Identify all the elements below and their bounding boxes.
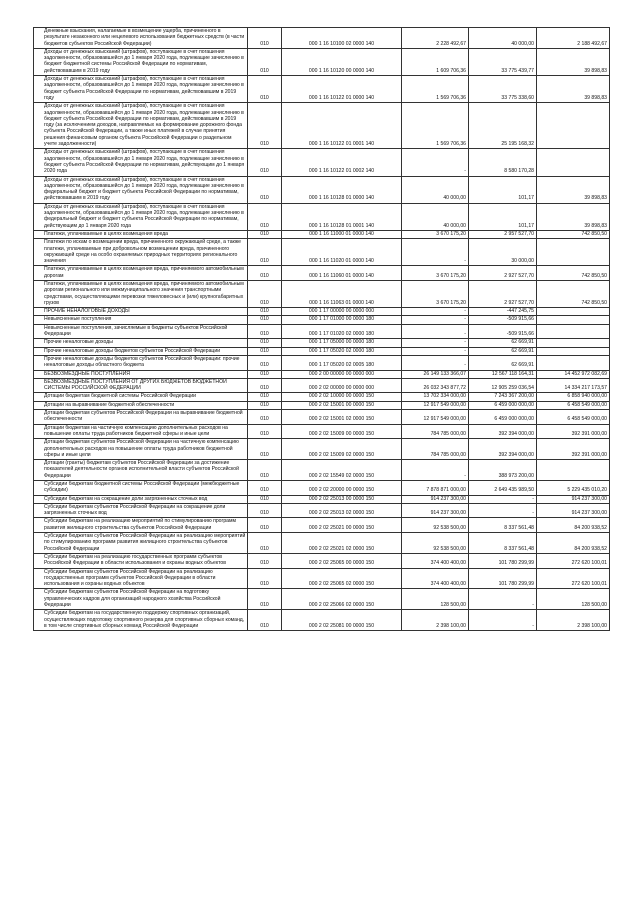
row-name-cell: Дотации бюджетам бюджетной системы Российской Федерации — [34, 393, 248, 401]
table-row — [34, 316, 610, 324]
row-unexecuted-amount-cell: 14 452 972 082,69 — [537, 370, 610, 378]
row-name-cell: Субсидии бюджетам бюджетной системы Российской Федерации (межбюджетные субсидии) — [34, 481, 248, 496]
row-executed-amount-cell: -509 915,66 — [469, 324, 537, 339]
row-executed-amount-cell: 62 669,91 — [469, 347, 537, 355]
row-approved-amount-cell: 12 917 549 000,00 — [402, 410, 469, 425]
table-row — [34, 518, 610, 533]
table-row — [34, 370, 610, 378]
row-approved-amount-cell: - — [402, 308, 469, 316]
row-unexecuted-amount-cell: 914 237 300,00 — [537, 495, 610, 503]
row-executed-amount-cell: 40 000,00 — [469, 28, 537, 49]
row-approved-amount-cell: - — [402, 239, 469, 266]
row-unexecuted-amount-cell: 6 858 940 000,00 — [537, 393, 610, 401]
row-line-code-cell: 010 — [248, 48, 282, 75]
row-name-cell: Денежные взыскания, налагаемые в возмещение ущерба, причиненного в результате незаконного или нецелевого использования бюджетных средств (в части бюджетов субъектов Российской Федерации) — [34, 28, 248, 49]
row-name-cell: Платежи, уплачиваемые в целях возмещения вреда, причиняемого автомобильным дорогам регионального или межмуниципального значения транспортными средствами, осуществляющими перевозки тяжеловесных и (или) крупногабаритных грузов — [34, 280, 248, 307]
row-approved-amount-cell: 1 569 706,36 — [402, 76, 469, 103]
row-name-cell: Доходы от денежных взысканий (штрафов), поступающие в счет погашения задолженности, образовавшейся до 1 января 2020 года, подлежащие зачислению в федеральный бюджет и бюджет субъекта Российской Федерации по нормативам, действовавшим в 2019 году — [34, 176, 248, 203]
row-unexecuted-amount-cell: 39 898,83 — [537, 76, 610, 103]
row-approved-amount-cell: 1 609 706,36 — [402, 48, 469, 75]
row-executed-amount-cell: 101 780 299,99 — [469, 568, 537, 589]
row-executed-amount-cell: 392 394 000,00 — [469, 424, 537, 439]
row-unexecuted-amount-cell: 742 850,50 — [537, 280, 610, 307]
row-classification-code-cell: 000 2 02 15001 02 0000 150 — [282, 410, 402, 425]
table-row — [34, 355, 610, 370]
row-classification-code-cell: 000 2 02 15009 02 0000 150 — [282, 439, 402, 460]
row-line-code-cell: 010 — [248, 76, 282, 103]
table-row — [34, 308, 610, 316]
row-unexecuted-amount-cell: 2 398 100,00 — [537, 610, 610, 631]
table-row — [34, 176, 610, 203]
table-row — [34, 203, 610, 230]
row-name-cell: Дотации на выравнивание бюджетной обеспеченности — [34, 401, 248, 409]
row-name-cell: Субсидии бюджетам на сокращение доли загрязненных сточных вод — [34, 495, 248, 503]
row-classification-code-cell: 000 1 17 05000 00 0000 180 — [282, 339, 402, 347]
table-row — [34, 439, 610, 460]
table-row — [34, 503, 610, 518]
row-line-code-cell: 010 — [248, 103, 282, 149]
table-row — [34, 230, 610, 238]
table-row — [34, 280, 610, 307]
row-line-code-cell: 010 — [248, 589, 282, 610]
table-row — [34, 393, 610, 401]
row-unexecuted-amount-cell — [537, 149, 610, 176]
row-line-code-cell: 010 — [248, 533, 282, 554]
row-approved-amount-cell: 2 398 100,00 — [402, 610, 469, 631]
row-classification-code-cell: 000 2 02 25013 00 0000 150 — [282, 495, 402, 503]
row-unexecuted-amount-cell: 128 500,00 — [537, 589, 610, 610]
row-approved-amount-cell: 40 000,00 — [402, 176, 469, 203]
row-classification-code-cell: 000 1 16 10122 01 0001 140 — [282, 103, 402, 149]
row-unexecuted-amount-cell — [537, 239, 610, 266]
row-line-code-cell: 010 — [248, 316, 282, 324]
row-line-code-cell: 010 — [248, 568, 282, 589]
row-executed-amount-cell: 388 973 200,00 — [469, 460, 537, 481]
row-approved-amount-cell: 13 702 334 000,00 — [402, 393, 469, 401]
row-executed-amount-cell: 62 669,91 — [469, 355, 537, 370]
row-classification-code-cell: 000 1 17 05020 02 0000 180 — [282, 347, 402, 355]
row-classification-code-cell: 000 2 02 15001 00 0000 150 — [282, 401, 402, 409]
income-table-body — [34, 28, 610, 631]
row-approved-amount-cell: 2 228 492,67 — [402, 28, 469, 49]
row-classification-code-cell: 000 1 17 00000 00 0000 000 — [282, 308, 402, 316]
row-classification-code-cell: 000 1 17 01000 00 0000 180 — [282, 316, 402, 324]
row-name-cell: Дотации бюджетам на частичную компенсацию дополнительных расходов на повышение оплаты труда работников бюджетной сферы и иные цели — [34, 424, 248, 439]
row-line-code-cell: 010 — [248, 280, 282, 307]
row-line-code-cell: 010 — [248, 266, 282, 281]
row-approved-amount-cell: 914 237 300,00 — [402, 495, 469, 503]
row-approved-amount-cell: - — [402, 460, 469, 481]
row-unexecuted-amount-cell: 39 898,83 — [537, 48, 610, 75]
row-line-code-cell: 010 — [248, 239, 282, 266]
row-unexecuted-amount-cell: 2 188 492,67 — [537, 28, 610, 49]
row-unexecuted-amount-cell: 84 200 938,52 — [537, 518, 610, 533]
row-executed-amount-cell: 62 669,91 — [469, 339, 537, 347]
row-line-code-cell: 010 — [248, 401, 282, 409]
table-row — [34, 149, 610, 176]
row-executed-amount-cell: 2 927 527,70 — [469, 280, 537, 307]
row-unexecuted-amount-cell: 392 391 000,00 — [537, 424, 610, 439]
row-line-code-cell: 010 — [248, 410, 282, 425]
table-row — [34, 495, 610, 503]
row-classification-code-cell: 000 2 02 25065 02 0000 150 — [282, 568, 402, 589]
row-executed-amount-cell: 8 337 561,48 — [469, 518, 537, 533]
row-name-cell: Прочие неналоговые доходы — [34, 339, 248, 347]
table-row — [34, 378, 610, 393]
row-classification-code-cell: 000 1 16 11020 01 0000 140 — [282, 239, 402, 266]
table-row — [34, 48, 610, 75]
row-unexecuted-amount-cell: 272 620 100,01 — [537, 568, 610, 589]
row-line-code-cell: 010 — [248, 176, 282, 203]
row-executed-amount-cell: - — [469, 610, 537, 631]
row-approved-amount-cell: 3 670 175,20 — [402, 230, 469, 238]
row-line-code-cell: 010 — [248, 518, 282, 533]
table-row — [34, 481, 610, 496]
row-approved-amount-cell: 92 538 500,00 — [402, 533, 469, 554]
row-executed-amount-cell: 25 195 168,32 — [469, 103, 537, 149]
row-executed-amount-cell: 8 337 561,48 — [469, 533, 537, 554]
row-name-cell: Прочие неналоговые доходы бюджетов субъектов Российской Федерации: прочие неналоговые доходы областного бюджета — [34, 355, 248, 370]
row-unexecuted-amount-cell: 84 200 938,52 — [537, 533, 610, 554]
row-unexecuted-amount-cell — [537, 324, 610, 339]
row-name-cell: Доходы от денежных взысканий (штрафов), поступающие в счет погашения задолженности, образовавшейся до 1 января 2020 года, подлежащие зачислению в бюджет бюджетной системы Российской Федерации по нормативам, действовавшим в 2019 году — [34, 48, 248, 75]
row-unexecuted-amount-cell: 39 898,83 — [537, 203, 610, 230]
row-classification-code-cell: 000 1 17 05020 02 0005 180 — [282, 355, 402, 370]
row-classification-code-cell: 000 2 02 00000 00 0000 000 — [282, 378, 402, 393]
row-line-code-cell: 010 — [248, 347, 282, 355]
row-executed-amount-cell: - — [469, 503, 537, 518]
row-name-cell: Субсидии бюджетам на реализацию государственных программ субъектов Российской Федерации в области использования и охраны водных объектов — [34, 553, 248, 568]
row-name-cell: Доходы от денежных взысканий (штрафов), поступающие в счет погашения задолженности, образовавшейся до 1 января 2020 года, подлежащие зачислению в бюджет субъекта Российской Федерации по нормативам, действовавшим в 2019 году — [34, 76, 248, 103]
row-unexecuted-amount-cell: 742 850,50 — [537, 266, 610, 281]
row-name-cell: Доходы от денежных взысканий (штрафов), поступающие в счет погашения задолженности, образовавшейся до 1 января 2020 года, подлежащие зачислению в бюджет субъекта Российской Федерации по нормативам, действующим до 1 января 2020 года — [34, 149, 248, 176]
row-approved-amount-cell: - — [402, 316, 469, 324]
table-row — [34, 424, 610, 439]
row-unexecuted-amount-cell: 14 334 217 173,57 — [537, 378, 610, 393]
table-row — [34, 324, 610, 339]
row-name-cell: Доходы от денежных взысканий (штрафов), поступающие в счет погашения задолженности, образовавшейся до 1 января 2020 года, подлежащие зачислению в бюджет субъекта Российской Федерации по нормативам, действовавшим в 2019 году (за исключением доходов, направляемых на формирование дорожного фонда субъекта Российской Федерации, а также иных платежей в случае принятия решения финансовым органом субъекта Российской Федерации о раздельном учете задолженности) — [34, 103, 248, 149]
row-unexecuted-amount-cell — [537, 103, 610, 149]
row-line-code-cell: 010 — [248, 553, 282, 568]
row-executed-amount-cell: 7 243 367 200,00 — [469, 393, 537, 401]
row-unexecuted-amount-cell: 39 898,83 — [537, 176, 610, 203]
row-executed-amount-cell: 12 567 118 164,31 — [469, 370, 537, 378]
row-unexecuted-amount-cell: 914 237 300,00 — [537, 503, 610, 518]
row-executed-amount-cell: 101,17 — [469, 203, 537, 230]
row-approved-amount-cell: 784 785 000,00 — [402, 424, 469, 439]
row-name-cell: Субсидии бюджетам субъектов Российской Федерации на подготовку управленческих кадров для организаций народного хозяйства Российской Федерации — [34, 589, 248, 610]
row-approved-amount-cell: 3 670 175,20 — [402, 280, 469, 307]
row-executed-amount-cell: 8 580 170,28 — [469, 149, 537, 176]
row-executed-amount-cell: 392 394 000,00 — [469, 439, 537, 460]
row-classification-code-cell: 000 2 02 25021 00 0000 150 — [282, 518, 402, 533]
row-classification-code-cell: 000 2 02 25066 02 0000 150 — [282, 589, 402, 610]
row-name-cell: Дотации (гранты) бюджетам субъектов Российской Федерации за достижение показателей деятельности органов исполнительной власти субъектов Российской Федерации — [34, 460, 248, 481]
row-classification-code-cell: 000 2 02 25065 00 0000 150 — [282, 553, 402, 568]
row-classification-code-cell: 000 2 02 15549 02 0000 150 — [282, 460, 402, 481]
row-name-cell: Невыясненные поступления, зачисляемые в бюджеты субъектов Российской Федерации — [34, 324, 248, 339]
table-row — [34, 266, 610, 281]
row-classification-code-cell: 000 1 16 11060 01 0000 140 — [282, 266, 402, 281]
table-row — [34, 339, 610, 347]
row-unexecuted-amount-cell: 6 458 549 000,00 — [537, 410, 610, 425]
row-unexecuted-amount-cell: 272 620 100,01 — [537, 553, 610, 568]
row-executed-amount-cell: 6 459 000 000,00 — [469, 401, 537, 409]
table-row — [34, 410, 610, 425]
row-unexecuted-amount-cell — [537, 347, 610, 355]
row-name-cell: Платежи, уплачиваемые в целях возмещения вреда, причиняемого автомобильным дорогам — [34, 266, 248, 281]
row-approved-amount-cell: 12 917 549 000,00 — [402, 401, 469, 409]
row-approved-amount-cell: 374 400 400,00 — [402, 568, 469, 589]
row-line-code-cell: 010 — [248, 495, 282, 503]
row-line-code-cell: 010 — [248, 503, 282, 518]
row-approved-amount-cell: - — [402, 149, 469, 176]
row-approved-amount-cell: - — [402, 324, 469, 339]
row-line-code-cell: 010 — [248, 230, 282, 238]
row-classification-code-cell: 000 2 02 25021 02 0000 150 — [282, 533, 402, 554]
row-executed-amount-cell: 2 927 527,70 — [469, 266, 537, 281]
row-name-cell: Прочие неналоговые доходы бюджетов субъектов Российской Федерации — [34, 347, 248, 355]
table-row — [34, 103, 610, 149]
budget-report-sheet — [33, 27, 609, 631]
table-row — [34, 347, 610, 355]
row-classification-code-cell: 000 2 02 10000 00 0000 150 — [282, 393, 402, 401]
row-executed-amount-cell: - — [469, 495, 537, 503]
row-line-code-cell: 010 — [248, 324, 282, 339]
row-line-code-cell: 010 — [248, 308, 282, 316]
row-unexecuted-amount-cell — [537, 316, 610, 324]
row-classification-code-cell: 000 2 00 00000 00 0000 000 — [282, 370, 402, 378]
row-classification-code-cell: 000 1 16 10122 01 0002 140 — [282, 149, 402, 176]
row-line-code-cell: 010 — [248, 424, 282, 439]
row-line-code-cell: 010 — [248, 378, 282, 393]
table-row — [34, 76, 610, 103]
row-classification-code-cell: 000 2 02 25081 00 0000 150 — [282, 610, 402, 631]
row-approved-amount-cell: 26 149 133 366,07 — [402, 370, 469, 378]
row-classification-code-cell: 000 2 02 25013 02 0000 150 — [282, 503, 402, 518]
row-line-code-cell: 010 — [248, 610, 282, 631]
row-approved-amount-cell: - — [402, 355, 469, 370]
row-executed-amount-cell: -447 245,75 — [469, 308, 537, 316]
row-approved-amount-cell: - — [402, 339, 469, 347]
row-classification-code-cell: 000 1 16 11063 01 0000 140 — [282, 280, 402, 307]
row-executed-amount-cell: 12 905 259 036,54 — [469, 378, 537, 393]
row-name-cell: Субсидии бюджетам на реализацию мероприятий по стимулированию программ развития жилищного строительства субъектов Российской Федерации — [34, 518, 248, 533]
row-line-code-cell: 010 — [248, 203, 282, 230]
row-approved-amount-cell: 92 538 500,00 — [402, 518, 469, 533]
row-name-cell: Субсидии бюджетам субъектов Российской Федерации на сокращение доли загрязненных сточных вод — [34, 503, 248, 518]
row-line-code-cell: 010 — [248, 481, 282, 496]
row-approved-amount-cell: - — [402, 347, 469, 355]
row-executed-amount-cell: 2 649 435 989,50 — [469, 481, 537, 496]
row-unexecuted-amount-cell — [537, 339, 610, 347]
row-name-cell: Субсидии бюджетам на государственную поддержку спортивных организаций, осуществляющих подготовку спортивного резерва для спортивных сборных команд, в том числе спортивных сборных команд Российской Федерации — [34, 610, 248, 631]
row-line-code-cell: 010 — [248, 355, 282, 370]
table-row — [34, 239, 610, 266]
row-classification-code-cell: 000 1 16 10120 00 0000 140 — [282, 48, 402, 75]
row-name-cell: Субсидии бюджетам субъектов Российской Федерации на реализацию мероприятий по стимулированию программ развития жилищного строительства субъектов Российской Федерации — [34, 533, 248, 554]
row-line-code-cell: 010 — [248, 370, 282, 378]
row-line-code-cell: 010 — [248, 149, 282, 176]
row-executed-amount-cell: 6 459 000 000,00 — [469, 410, 537, 425]
row-unexecuted-amount-cell: 742 850,50 — [537, 230, 610, 238]
row-executed-amount-cell: 33 775 439,77 — [469, 48, 537, 75]
table-row — [34, 533, 610, 554]
row-classification-code-cell: 000 1 16 10128 01 0001 140 — [282, 203, 402, 230]
table-row — [34, 568, 610, 589]
row-executed-amount-cell: 33 775 338,60 — [469, 76, 537, 103]
row-approved-amount-cell: 914 237 300,00 — [402, 503, 469, 518]
row-executed-amount-cell: - — [469, 589, 537, 610]
table-row — [34, 553, 610, 568]
row-classification-code-cell: 000 1 16 10100 02 0000 140 — [282, 28, 402, 49]
row-approved-amount-cell: 784 785 000,00 — [402, 439, 469, 460]
row-classification-code-cell: 000 1 16 10128 01 0000 140 — [282, 176, 402, 203]
row-approved-amount-cell: 40 000,00 — [402, 203, 469, 230]
row-approved-amount-cell: 26 032 343 877,72 — [402, 378, 469, 393]
row-name-cell: Платежи по искам о возмещении вреда, причиненного окружающей среде, а также платежи, уплачиваемые при добровольном возмещении вреда, причиненного окружающей среде на особо охраняемых природных территориях регионального значения — [34, 239, 248, 266]
row-name-cell: Дотации бюджетам субъектов Российской Федерации на частичную компенсацию дополнительных расходов на повышение оплаты труда работников бюджетной сферы и иные цели — [34, 439, 248, 460]
row-unexecuted-amount-cell — [537, 308, 610, 316]
row-approved-amount-cell: 374 400 400,00 — [402, 553, 469, 568]
income-table — [33, 27, 610, 631]
row-line-code-cell: 010 — [248, 28, 282, 49]
row-unexecuted-amount-cell: 6 458 549 000,00 — [537, 401, 610, 409]
row-name-cell: БЕЗВОЗМЕЗДНЫЕ ПОСТУПЛЕНИЯ — [34, 370, 248, 378]
row-line-code-cell: 010 — [248, 393, 282, 401]
row-executed-amount-cell: -509 915,66 — [469, 316, 537, 324]
row-line-code-cell: 010 — [248, 460, 282, 481]
row-unexecuted-amount-cell — [537, 460, 610, 481]
row-name-cell: Дотации бюджетам субъектов Российской Федерации на выравнивание бюджетной обеспеченности — [34, 410, 248, 425]
row-name-cell: Доходы от денежных взысканий (штрафов), поступающие в счет погашения задолженности, образовавшейся до 1 января 2020 года, подлежащие зачислению в федеральный бюджет и бюджет субъекта Российской Федерации по нормативам, действующим до 1 января 2020 года — [34, 203, 248, 230]
row-classification-code-cell: 000 1 16 11000 01 0000 140 — [282, 230, 402, 238]
row-name-cell: Платежи, уплачиваемые в целях возмещения вреда — [34, 230, 248, 238]
table-row — [34, 28, 610, 49]
row-executed-amount-cell: 101 780 299,99 — [469, 553, 537, 568]
row-executed-amount-cell: 101,17 — [469, 176, 537, 203]
row-classification-code-cell: 000 2 02 15009 00 0000 150 — [282, 424, 402, 439]
row-name-cell: Субсидии бюджетам субъектов Российской Федерации на реализацию государственных программ субъектов Российской Федерации в области использования и охраны водных объектов — [34, 568, 248, 589]
row-approved-amount-cell: 3 670 175,20 — [402, 266, 469, 281]
row-approved-amount-cell: 7 878 871 000,00 — [402, 481, 469, 496]
row-unexecuted-amount-cell — [537, 355, 610, 370]
row-approved-amount-cell: 1 569 706,36 — [402, 103, 469, 149]
table-row — [34, 460, 610, 481]
row-name-cell: Невыясненные поступления — [34, 316, 248, 324]
row-executed-amount-cell: 30 000,00 — [469, 239, 537, 266]
row-unexecuted-amount-cell: 5 229 435 010,20 — [537, 481, 610, 496]
row-approved-amount-cell: 128 500,00 — [402, 589, 469, 610]
row-classification-code-cell: 000 2 02 20000 00 0000 150 — [282, 481, 402, 496]
row-classification-code-cell: 000 1 16 10122 01 0000 140 — [282, 76, 402, 103]
row-classification-code-cell: 000 1 17 01020 02 0000 180 — [282, 324, 402, 339]
table-row — [34, 610, 610, 631]
row-name-cell: БЕЗВОЗМЕЗДНЫЕ ПОСТУПЛЕНИЯ ОТ ДРУГИХ БЮДЖЕТОВ БЮДЖЕТНОЙ СИСТЕМЫ РОССИЙСКОЙ ФЕДЕРАЦИИ — [34, 378, 248, 393]
row-name-cell: ПРОЧИЕ НЕНАЛОГОВЫЕ ДОХОДЫ — [34, 308, 248, 316]
row-unexecuted-amount-cell: 392 391 000,00 — [537, 439, 610, 460]
row-line-code-cell: 010 — [248, 439, 282, 460]
table-row — [34, 401, 610, 409]
row-executed-amount-cell: 2 957 527,70 — [469, 230, 537, 238]
row-line-code-cell: 010 — [248, 339, 282, 347]
table-row — [34, 589, 610, 610]
